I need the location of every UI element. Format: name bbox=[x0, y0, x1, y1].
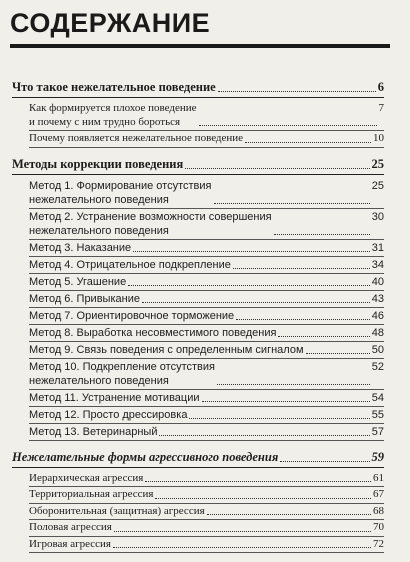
dot-leader bbox=[128, 285, 370, 286]
toc-entry[interactable] bbox=[29, 291, 384, 308]
section-title: Что такое нежелательное поведение bbox=[12, 80, 216, 94]
dot-leader bbox=[145, 481, 371, 482]
toc-entry-page-number: 55 bbox=[371, 408, 384, 421]
toc-entry-label: Метод 10. Подкрепление отсутствия нежелательного поведения bbox=[29, 360, 215, 387]
toc-entry[interactable] bbox=[29, 407, 384, 424]
toc-section-heading[interactable] bbox=[12, 450, 384, 468]
toc-entry[interactable] bbox=[29, 471, 384, 488]
toc-entry[interactable] bbox=[29, 178, 384, 209]
toc-entry-label: Почему появляется нежелательное поведение bbox=[29, 132, 244, 144]
dot-leader bbox=[185, 168, 369, 169]
dot-leader bbox=[236, 319, 370, 320]
dot-leader bbox=[189, 418, 369, 419]
toc-entry-page-number: 54 bbox=[371, 391, 384, 404]
toc-section bbox=[12, 450, 384, 554]
dot-leader bbox=[114, 531, 371, 532]
toc-entry-list bbox=[12, 101, 384, 148]
dot-leader bbox=[280, 461, 369, 462]
section-page-number: 25 bbox=[371, 156, 384, 171]
toc-entry[interactable] bbox=[29, 424, 384, 441]
toc-section-heading[interactable] bbox=[12, 157, 384, 175]
toc-entry-page-number: 57 bbox=[371, 425, 384, 438]
dot-leader bbox=[155, 498, 371, 499]
section-page-number: 59 bbox=[371, 449, 384, 464]
toc-entry-page-number: 72 bbox=[373, 537, 384, 550]
toc-entry-label: Метод 2. Устранение возможности совершения нежелательного поведения bbox=[29, 210, 272, 237]
toc-entry-label: Метод 1. Формирование отсутствия нежелательного поведения bbox=[29, 179, 212, 206]
toc-entry[interactable] bbox=[29, 487, 384, 504]
toc-entry-page-number: 34 bbox=[371, 258, 384, 271]
section-title: Методы коррекции поведения bbox=[12, 156, 184, 171]
dot-leader bbox=[306, 353, 370, 354]
toc-entry[interactable] bbox=[29, 520, 384, 537]
toc-entry-page-number: 70 bbox=[373, 521, 384, 533]
toc-entry-page-number: 43 bbox=[371, 292, 384, 305]
toc-entry-label: Метод 12. Просто дрессировка bbox=[29, 408, 188, 421]
toc-section bbox=[12, 80, 384, 148]
toc-entry-page-number: 52 bbox=[371, 360, 384, 373]
toc-entry-label: Метод 5. Угашение bbox=[29, 275, 127, 288]
toc-entry[interactable] bbox=[29, 209, 384, 240]
toc-entry[interactable] bbox=[29, 257, 384, 274]
toc-entry-page-number: 48 bbox=[371, 326, 384, 339]
toc-entry-label: Метод 4. Отрицательное подкрепление bbox=[29, 258, 231, 271]
toc-entry-list bbox=[12, 471, 384, 554]
section-title: Нежелательные формы агрессивного поведения bbox=[12, 449, 279, 464]
toc-entry-label: Половая агрессия bbox=[29, 521, 112, 533]
dot-leader bbox=[142, 302, 370, 303]
toc-entry-list bbox=[12, 178, 384, 441]
toc-entry[interactable] bbox=[29, 240, 384, 257]
dot-leader bbox=[233, 268, 370, 269]
toc-entry-label: Метод 6. Привыкание bbox=[29, 292, 140, 305]
toc-entry[interactable] bbox=[29, 308, 384, 325]
toc-entry-page-number: 46 bbox=[371, 309, 384, 322]
toc-section-heading[interactable] bbox=[12, 80, 384, 98]
dot-leader bbox=[199, 125, 377, 126]
toc-entry-label: Метод 7. Ориентировочное торможение bbox=[29, 309, 235, 322]
toc-entry-page-number: 40 bbox=[371, 275, 384, 288]
toc-entry-page-number: 31 bbox=[371, 241, 384, 254]
dot-leader bbox=[214, 203, 370, 204]
toc-entry-page-number: 50 bbox=[371, 343, 384, 356]
toc-entry-page-number: 25 bbox=[371, 179, 384, 192]
dot-leader bbox=[159, 435, 369, 436]
toc-entry-label: Метод 3. Наказание bbox=[29, 241, 132, 254]
dot-leader bbox=[245, 142, 371, 143]
section-page-number: 6 bbox=[377, 80, 384, 94]
page-title: СОДЕРЖАНИЕ bbox=[10, 8, 211, 38]
toc-entry-page-number: 68 bbox=[373, 504, 384, 517]
dot-leader bbox=[218, 91, 376, 92]
dot-leader bbox=[274, 234, 370, 235]
dot-leader bbox=[133, 251, 370, 252]
toc-entry-label: Оборонительная (защитная) агрессия bbox=[29, 504, 205, 517]
dot-leader bbox=[113, 547, 371, 548]
toc-entry-label: Игровая агрессия bbox=[29, 537, 111, 550]
dot-leader bbox=[278, 336, 369, 337]
table-of-contents bbox=[12, 80, 384, 562]
toc-section bbox=[12, 157, 384, 441]
toc-entry-label: Метод 11. Устранение мотивации bbox=[29, 391, 200, 404]
dot-leader bbox=[202, 401, 370, 402]
toc-entry-label: Метод 9. Связь поведения с определенным сигналом bbox=[29, 343, 304, 356]
title-underline bbox=[10, 44, 390, 48]
toc-entry-page-number: 61 bbox=[373, 471, 384, 484]
toc-entry[interactable] bbox=[29, 131, 384, 148]
toc-entry-label: Как формируется плохое поведение и почему с ним трудно бороться bbox=[29, 102, 197, 128]
toc-entry[interactable] bbox=[29, 537, 384, 554]
toc-entry[interactable] bbox=[29, 359, 384, 390]
dot-leader bbox=[217, 384, 370, 385]
toc-entry-label: Иерархическая агрессия bbox=[29, 471, 144, 484]
toc-entry-label: Метод 8. Выработка несовместимого поведения bbox=[29, 326, 277, 339]
toc-entry[interactable] bbox=[29, 274, 384, 291]
toc-entry-label: Территориальная агрессия bbox=[29, 488, 154, 500]
toc-entry-page-number: 7 bbox=[378, 102, 384, 114]
toc-entry-label: Метод 13. Ветеринарный bbox=[29, 425, 158, 438]
toc-entry-page-number: 10 bbox=[373, 132, 384, 144]
dot-leader bbox=[207, 514, 371, 515]
toc-entry[interactable] bbox=[29, 504, 384, 521]
toc-entry[interactable] bbox=[29, 101, 384, 131]
toc-entry[interactable] bbox=[29, 342, 384, 359]
toc-entry-page-number: 30 bbox=[371, 210, 384, 223]
toc-entry-page-number: 67 bbox=[373, 488, 384, 500]
toc-entry[interactable] bbox=[29, 325, 384, 342]
toc-entry[interactable] bbox=[29, 390, 384, 407]
